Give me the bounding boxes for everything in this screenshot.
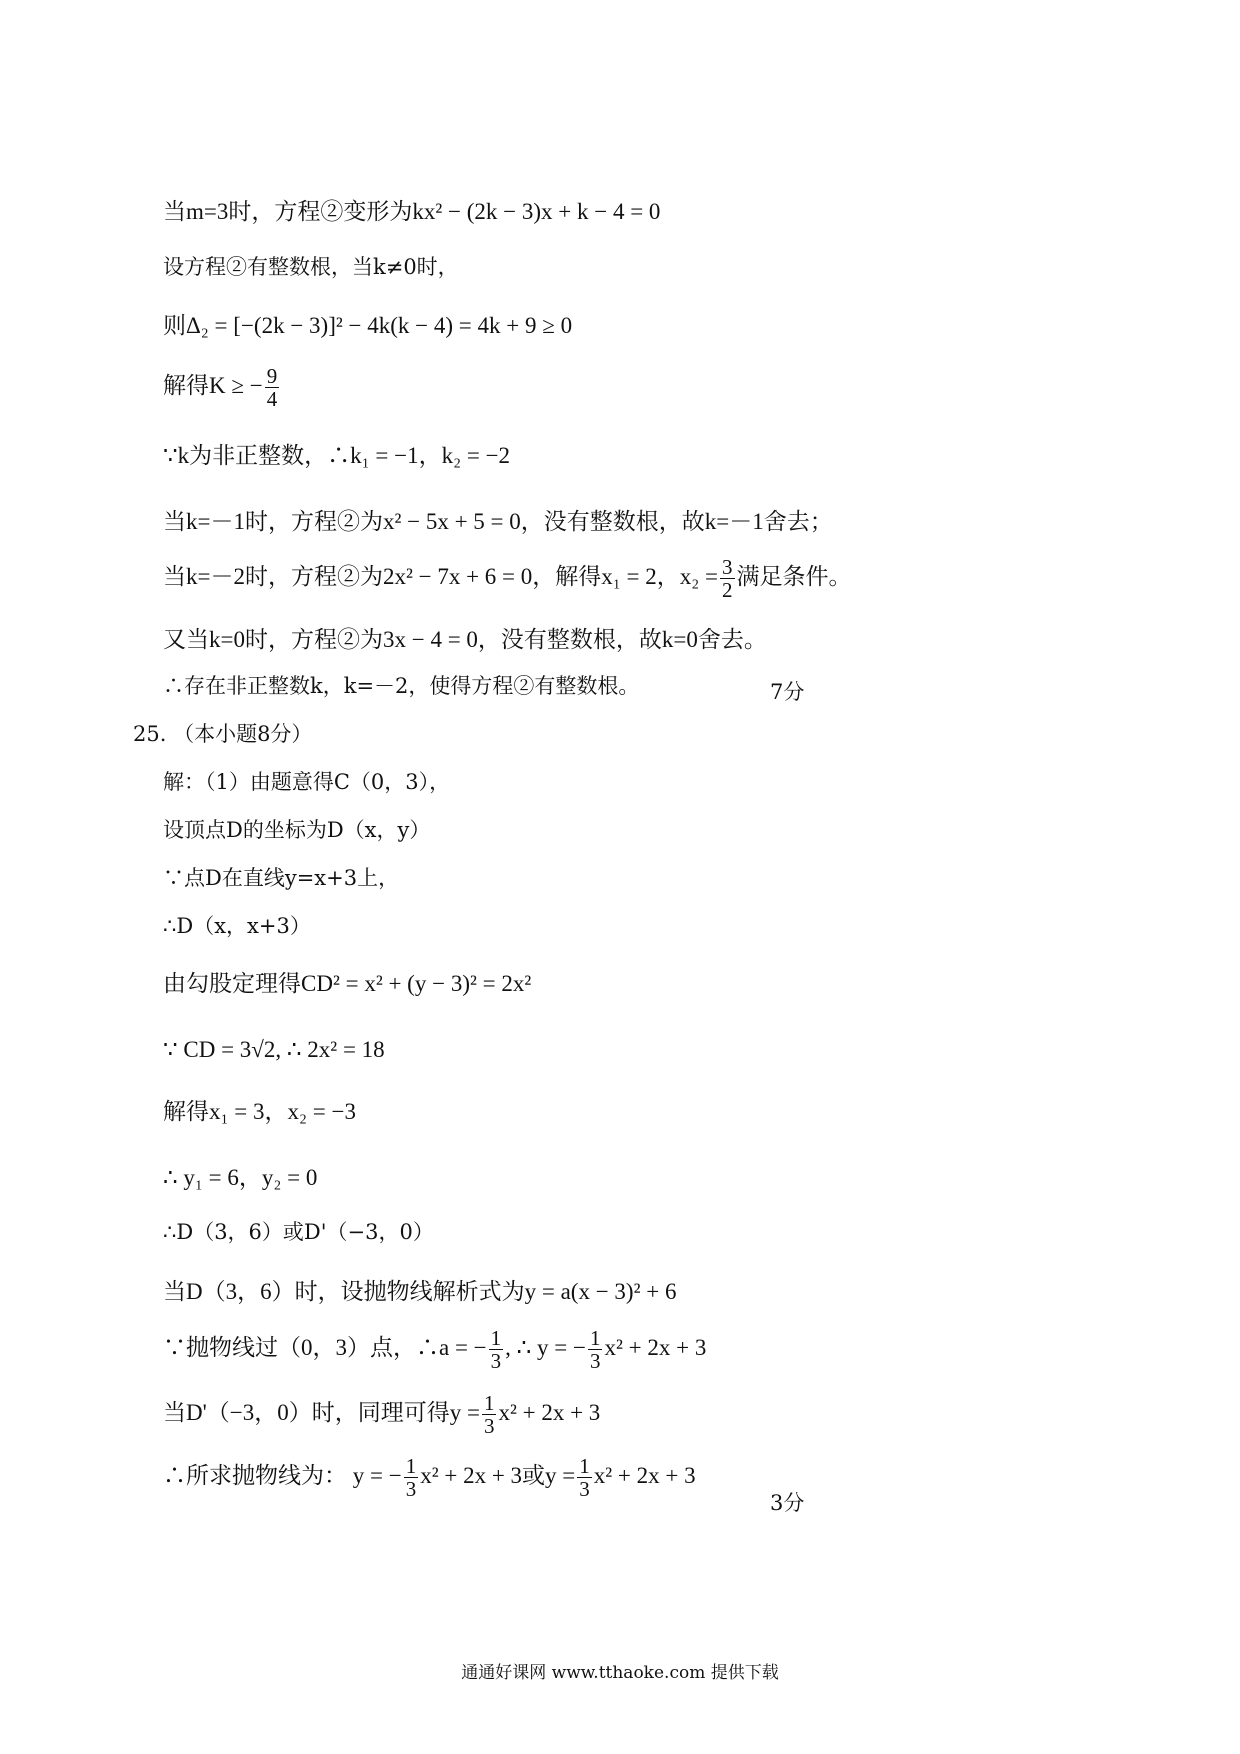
text-line [163, 365, 281, 410]
denominator: 3 [579, 1477, 590, 1502]
text-segment: x² + 2x + 3或y = [420, 1462, 576, 1488]
fraction [265, 365, 280, 410]
text-line [163, 1392, 600, 1437]
text-line [163, 556, 852, 601]
text-segment: 当k=－2时，方程②为2x² − 7x + 6 = 0，解得x₁ = 2，x₂ = [163, 563, 719, 589]
numerator: 1 [405, 1454, 417, 1478]
numerator: 1 [589, 1326, 601, 1350]
text-segment: 当D'（−3，0）时，同理可得y = [163, 1399, 480, 1425]
fraction [720, 556, 735, 601]
numerator: 1 [483, 1391, 495, 1415]
text-segment: x² + 2x + 3 [604, 1334, 707, 1360]
text-segment: 解得K ≥ − [163, 372, 263, 398]
denominator: 3 [483, 1414, 495, 1439]
text-segment: x² + 2x + 3 [498, 1399, 601, 1425]
text-segment: x² + 2x + 3 [593, 1462, 696, 1488]
text-line: ∵k为非正整数，∴k₁ = −1，k₂ = −2 [163, 443, 511, 468]
text-segment: ∴所求抛物线为： y = − [163, 1462, 402, 1488]
text-segment: , ∴ y = − [505, 1334, 586, 1360]
fraction [404, 1455, 419, 1500]
denominator: 2 [722, 578, 733, 603]
text-line: ∵ CD = 3√2, ∴ 2x² = 18 [163, 1037, 385, 1062]
score-label: 3分 [770, 1491, 805, 1515]
text-line: 则Δ₂ = [−(2k − 3)]² − 4k(k − 4) = 4k + 9 ≥ 0 [163, 313, 573, 338]
text-line: 解得x₁ = 3，x₂ = −3 [163, 1099, 356, 1124]
denominator: 3 [490, 1349, 502, 1374]
text-line: 当k=－1时，方程②为x² − 5x + 5 = 0，没有整数根，故k=－1舍去； [163, 509, 833, 534]
page-footer: 通通好课网 www.tthaoke.com 提供下载 [461, 1663, 779, 1683]
text-line: 设方程②有整数根，当k≠0时， [163, 255, 459, 279]
numerator: 9 [266, 364, 278, 388]
text-line: ∴D（3，6）或D'（−3，0） [163, 1220, 434, 1244]
text-line: 解：（1）由题意得C（0，3）， [163, 770, 451, 794]
numerator: 1 [579, 1454, 590, 1478]
text-line: 设顶点D的坐标为D（x，y） [163, 818, 431, 842]
text-segment: ∵抛物线过（0，3）点，∴a = − [163, 1334, 487, 1360]
fraction [577, 1455, 592, 1500]
numerator: 1 [490, 1326, 502, 1350]
fraction [482, 1392, 497, 1437]
text-line: 当m=3时，方程②变形为kx² − (2k − 3)x + k − 4 = 0 [163, 199, 661, 224]
text-line: ∵点D在直线y=x+3上， [163, 866, 400, 890]
text-segment: 满足条件。 [736, 563, 852, 589]
denominator: 3 [589, 1349, 601, 1374]
text-line: ∴ y₁ = 6，y₂ = 0 [163, 1165, 318, 1190]
score-label: 7分 [770, 680, 805, 704]
denominator: 3 [405, 1477, 417, 1502]
text-line [163, 1327, 706, 1372]
fraction [489, 1327, 504, 1372]
text-line [163, 1455, 696, 1500]
denominator: 4 [266, 387, 278, 412]
question-heading: 25. （本小题8分） [133, 722, 313, 746]
text-line: 由勾股定理得CD² = x² + (y − 3)² = 2x² [163, 971, 532, 996]
numerator: 3 [722, 555, 733, 579]
text-line: 当D（3，6）时，设抛物线解析式为y = a(x − 3)² + 6 [163, 1279, 677, 1304]
fraction [588, 1327, 603, 1372]
text-line: 又当k=0时，方程②为3x − 4 = 0，没有整数根，故k=0舍去。 [163, 627, 767, 652]
text-line: ∴存在非正整数k，k=－2，使得方程②有整数根。 [163, 674, 640, 698]
text-line: ∴D（x，x+3） [163, 914, 311, 938]
